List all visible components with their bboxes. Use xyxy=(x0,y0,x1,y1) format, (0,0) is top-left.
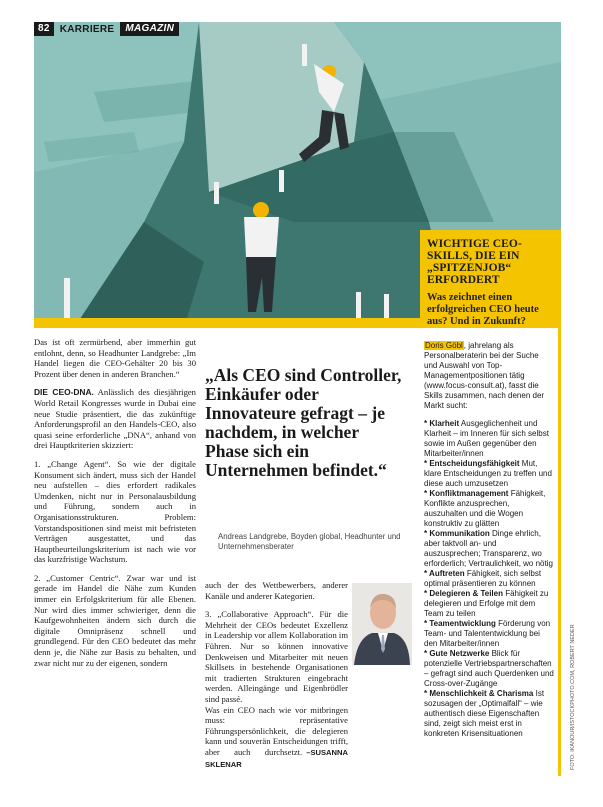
sidebar-author-name: Doris Göbl xyxy=(425,341,463,350)
photo-credit: FOTO: IKANOUR/ISTOCKPHOTO.COM, ROBERT NEDER xyxy=(570,624,576,770)
skill-item xyxy=(424,589,554,619)
skill-key: * Klarheit xyxy=(424,419,460,428)
portrait-image xyxy=(352,583,412,665)
dna-lead: DIE CEO-DNA. xyxy=(34,387,94,398)
section-label: KARRIERE xyxy=(59,23,115,35)
skill-item xyxy=(424,569,554,589)
skill-text: Dinge ehrlich, aber taktvoll an- und auszusprechen; Transparenz, wo erforderlich; Vertraulichkeit, wo nötig xyxy=(424,529,553,568)
skill-item xyxy=(424,529,554,569)
skill-item xyxy=(424,619,554,649)
skill-item xyxy=(424,459,554,489)
magazine-label: MAGAZIN xyxy=(120,22,179,36)
customer-centric-paragraph: 2. „Customer Centric“. Zwar war und ist gerade im Handel die Nähe zum Kunden immer ein Erfolgskriterium für alle Ebenen. Nur wird dies immer schwieriger, denn die Kaufgewohnheiten ändern sich durch die digitale Omnipräsenz schnell und grundlegend. Für den CEO bedeutet das mehr denn je, die Nähe zur Basis zu behalten, und zwar nicht nur zu der eigenen, sondern xyxy=(34,572,196,668)
dna-paragraph xyxy=(34,387,196,451)
article-column-2 xyxy=(205,580,348,770)
quote-source: Andreas Landgrebe, Boyden global, Headhunter und Unternehmensberater xyxy=(218,532,401,551)
skill-key: * Konfliktmanagement xyxy=(424,489,509,498)
skills-sidebar xyxy=(420,328,561,776)
skill-text: Ausgeglichenheit und Klarheit – im Inneren für sich selbst sowie im Außen gegenüber den Mitarbeiter/innen xyxy=(424,419,549,458)
change-agent-paragraph: 1. „Change Agent“. So wie der digitale Konsument sich ändert, muss sich der Handel neu aufstellen – dies erfordert radikales Umdenken, nicht nur in Personalausbildung und Führung, sondern auch in Organisationsstrukturen. Problem: Vorstandspositionen sind meist mit befristeten Verträgen ausgestattet, und das Hauptbeurteilungskriterium ist nach wie vor das kurzfristige Wachstum. xyxy=(34,458,196,565)
skill-key: * Auftreten xyxy=(424,569,465,578)
skill-key: * Teamentwicklung xyxy=(424,619,496,628)
skill-text: Blick für potenzielle Vertriebspartnerschaften – gefragt sind auch Querdenken und Cross-over-Zugänge xyxy=(424,649,554,688)
page-header xyxy=(34,22,179,36)
article-column-1 xyxy=(34,337,196,668)
sidebar-intro xyxy=(424,341,554,411)
skill-item xyxy=(424,689,554,739)
skill-key: * Kommunikation xyxy=(424,529,490,538)
portrait-photo xyxy=(352,583,412,665)
skill-key: * Delegieren & Teilen xyxy=(424,589,503,598)
skill-text: Fähigkeit, Konflikte anzusprechen, auszuhalten und die Wogen konstruktiv zu glätten xyxy=(424,489,546,528)
skill-text: Mut, klare Entscheidungen zu treffen und diese auch umzusetzen xyxy=(424,459,552,488)
dna-text: Anlässlich des diesjährigen World Retail Kongresses wurde in Dubai eine neue Studie präsentiert, die das zukünftige Anforderungsprofil an den Handels-CEO, also quasi seine erforderliche „DNA“, anhand von drei Hauptkriterien skizziert: xyxy=(34,387,196,451)
page-number: 82 xyxy=(34,22,54,36)
skill-key: * Menschlichkeit & Charisma xyxy=(424,689,534,698)
continuation-paragraph: auch der des Wettbewerbers, anderer Kanäle und anderer Kategorien. xyxy=(205,580,348,601)
author-byline: –SUSANNA SKLENAR xyxy=(205,747,348,769)
closing-text: Was ein CEO nach wie vor mitbringen muss: repräsentative Führungspersönlichkeit, die delegieren kann und souverän Entscheidungen trifft, aber auch durchsetzt. xyxy=(205,704,348,757)
skill-item xyxy=(424,489,554,529)
collaborative-paragraph: 3. „Collaborative Approach“. Für die Mehrheit der CEOs bedeutet Exzellenz in Leadership vor allem Kollaboration im Führen. Nur so können innovative Denkweisen und Mitarbeiter mit neuen Skillsets in bestehende Organisationen mit tradierten Strukturen eingebracht werden. Alleingänge und Eigenbrödler sind passé. xyxy=(205,609,348,704)
skill-text: Ist sozusagen der „Optimalfall“ – wie authentisch diese Eigenschaften sind, zeigt sich meist erst in konkreten Krisensituationen xyxy=(424,689,545,738)
skills-box xyxy=(420,230,561,328)
skills-box-title: WICHTIGE CEO-SKILLS, DIE EIN „SPITZENJOB“ ERFORDERT xyxy=(427,238,522,286)
article-intro: Das ist oft zermürbend, aber immerhin gut entlohnt, denn, so Headhunter Landgrebe: „Im Handel liegen die CEO-Gehälter 20 bis 30 Prozent über denen in anderen Branchen.“ xyxy=(34,337,196,379)
pull-quote: „Als CEO sind Controller, Einkäufer oder Innovateure gefragt – je nachdem, in welcher Phase sich ein Unternehmen befindet.“ xyxy=(205,365,402,480)
skill-item xyxy=(424,649,554,689)
skill-text: Förderung von Team- und Talententwicklung bei den Mitarbeiter/innen xyxy=(424,619,551,648)
skill-key: * Gute Netzwerke xyxy=(424,649,490,658)
sidebar-intro-text: , jahrelang als Personalberaterin bei der Suche und Auswahl von Top-Managementpositionen tätig (www.focus-consult.at), fasst die Skills zusammen, nach denen der Markt sucht: xyxy=(424,341,545,410)
skill-item xyxy=(424,419,554,459)
skill-key: * Entscheidungsfähigkeit xyxy=(424,459,520,468)
skill-text: Fähigkeit, sich selbst optimal präsentieren zu können xyxy=(424,569,542,588)
skill-text: Fähigkeit zu delegieren und Erfolge mit dem Team zu teilen xyxy=(424,589,549,618)
closing-paragraph xyxy=(205,705,348,771)
skills-box-question: Was zeichnet einen erfolgreichen CEO heute aus? Und in Zukunft? xyxy=(427,292,539,327)
